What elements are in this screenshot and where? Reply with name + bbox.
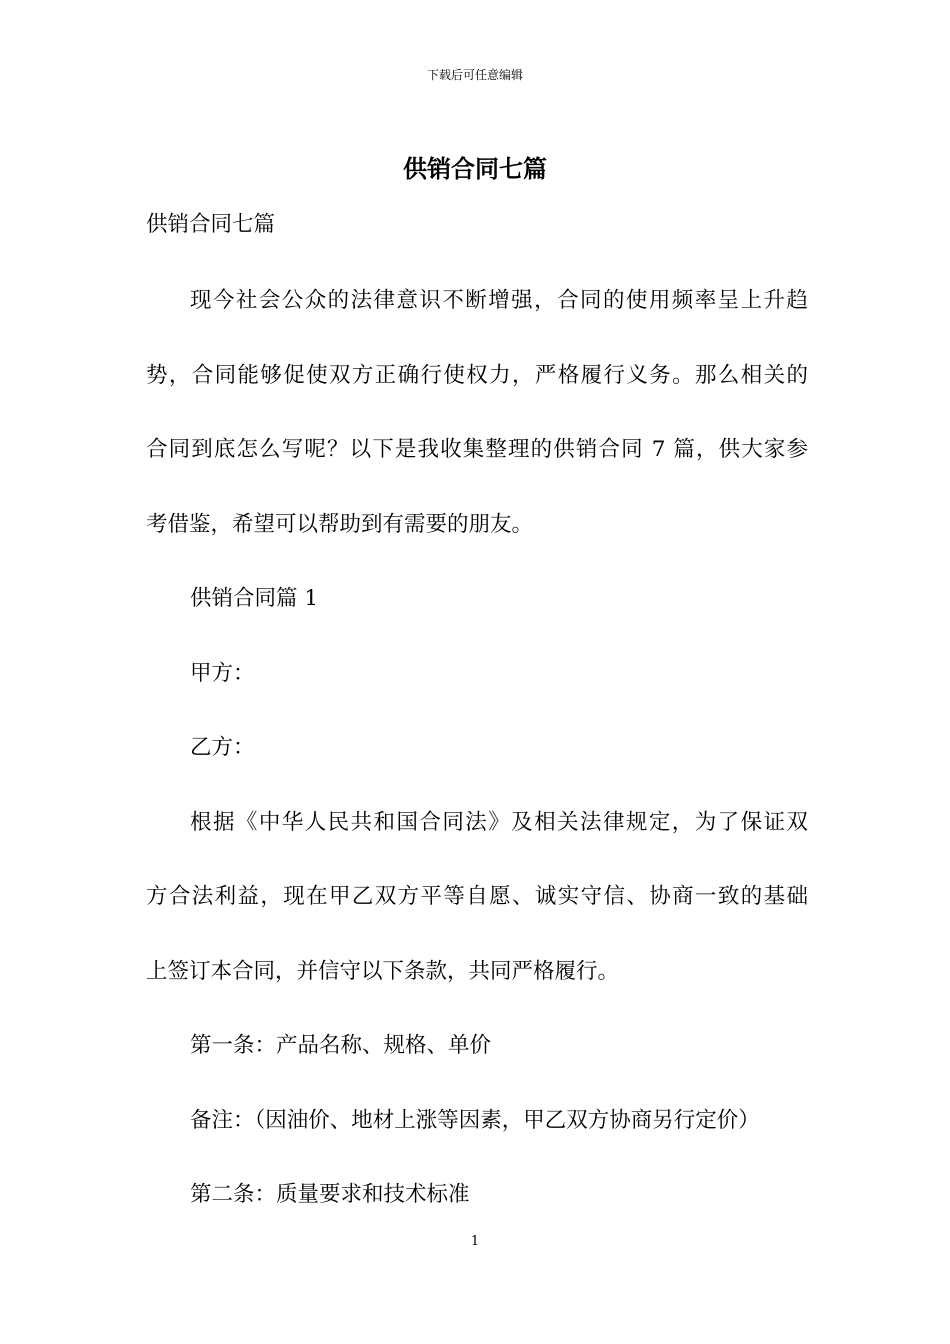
- document-subtitle: 供销合同七篇: [146, 212, 276, 237]
- basis-line-3: 上签订本合同，并信守以下条款，共同严格履行。: [146, 959, 620, 984]
- intro-line-4: 考借鉴，希望可以帮助到有需要的朋友。: [146, 512, 534, 537]
- document-title: 供销合同七篇: [403, 154, 547, 183]
- party-b-label: 乙方：: [190, 735, 255, 760]
- article-1-heading: 第一条：产品名称、规格、单价: [190, 1033, 492, 1058]
- intro-line-2: 势，合同能够促使双方正确行使权力，严格履行义务。那么相关的: [146, 363, 808, 388]
- article-2-heading: 第二条：质量要求和技术标准: [190, 1182, 470, 1207]
- party-a-label: 甲方：: [190, 661, 255, 686]
- page-header: 下载后可任意编辑: [426, 68, 523, 82]
- intro-line-3: 合同到底怎么写呢？以下是我收集整理的供销合同 7 篇，供大家参: [146, 437, 808, 462]
- page-number: 1: [470, 1234, 480, 1249]
- remark-text: 备注：（因油价、地材上涨等因素，甲乙双方协商另行定价）: [190, 1108, 760, 1133]
- intro-line-1: 现今社会公众的法律意识不断增强，合同的使用频率呈上升趋: [190, 288, 808, 313]
- basis-line-1: 根据《中华人民共和国合同法》及相关法律规定，为了保证双: [190, 810, 808, 835]
- section-heading: 供销合同篇 1: [190, 586, 319, 611]
- basis-line-2: 方合法利益，现在甲乙双方平等自愿、诚实守信、协商一致的基础: [146, 884, 808, 909]
